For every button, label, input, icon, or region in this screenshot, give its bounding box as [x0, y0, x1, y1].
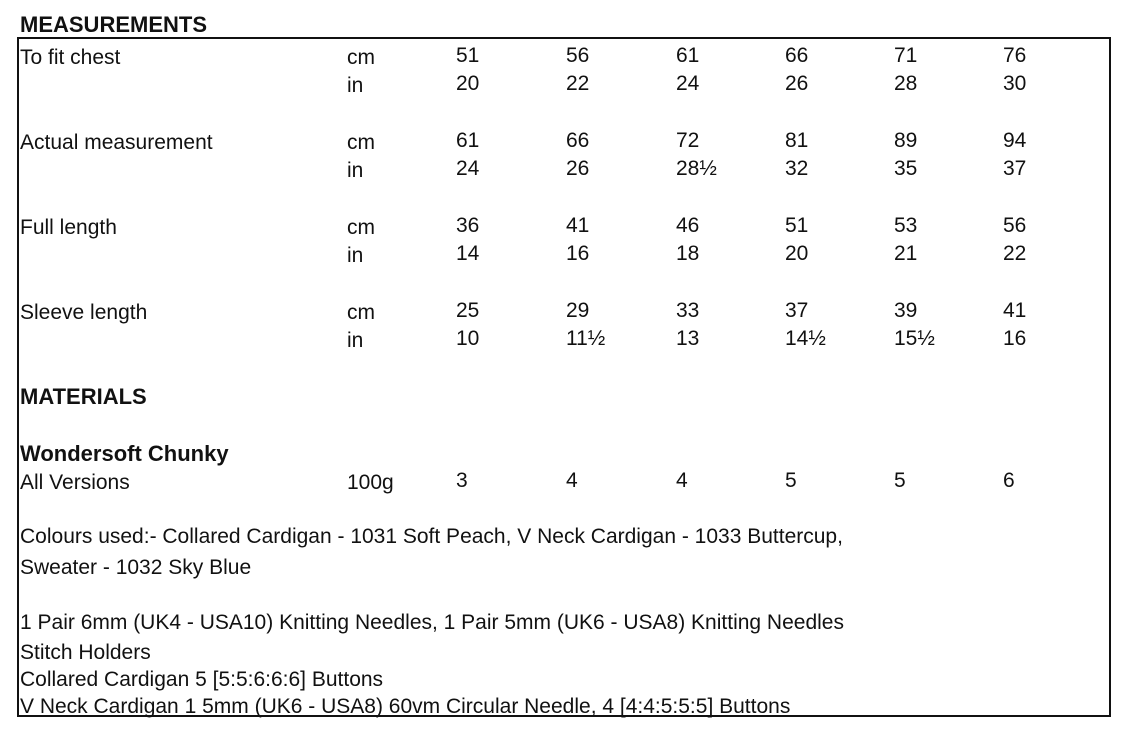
measurement-value: 14	[456, 242, 480, 265]
measurement-value: 15½	[894, 327, 935, 350]
yarn-weight: 100g	[347, 471, 394, 494]
measurement-value: 76	[1003, 44, 1027, 67]
collared-cardigan-line: Collared Cardigan 5 [5:5:6:6:6] Buttons	[20, 668, 384, 691]
measurement-value: 20	[785, 242, 809, 265]
measurement-value: 21	[894, 242, 918, 265]
measurement-value: 51	[456, 44, 480, 67]
measurement-label: Sleeve length	[20, 301, 148, 324]
stitch-holders-line: Stitch Holders	[20, 641, 151, 664]
quantity-1: 3	[456, 469, 468, 492]
measurement-value: 18	[676, 242, 700, 265]
measurement-value: 36	[456, 214, 480, 237]
measurement-value: 28	[894, 72, 918, 95]
measurement-value: 37	[785, 299, 809, 322]
unit-label: in	[347, 329, 364, 352]
measurement-value: 16	[1003, 327, 1027, 350]
measurement-value: 25	[456, 299, 480, 322]
quantity-2: 4	[566, 469, 578, 492]
page-title: MEASUREMENTS	[20, 12, 208, 37]
measurement-value: 24	[676, 72, 700, 95]
measurement-value: 41	[1003, 299, 1027, 322]
yarn-name: Wondersoft Chunky	[20, 441, 229, 466]
measurement-value: 66	[785, 44, 809, 67]
measurement-label: Full length	[20, 216, 117, 239]
unit-label: cm	[347, 131, 375, 154]
measurement-value: 51	[785, 214, 809, 237]
versions-label: All Versions	[20, 471, 130, 494]
measurement-value: 14½	[785, 327, 826, 350]
measurement-value: 56	[1003, 214, 1027, 237]
unit-label: in	[347, 74, 364, 97]
materials-heading: MATERIALS	[20, 384, 147, 409]
unit-label: cm	[347, 46, 375, 69]
measurement-value: 30	[1003, 72, 1027, 95]
measurement-value: 11½	[566, 327, 606, 350]
measurement-value: 26	[566, 157, 590, 180]
quantity-3: 4	[676, 469, 688, 492]
quantity-6: 6	[1003, 469, 1015, 492]
unit-label: cm	[347, 301, 375, 324]
colours-line-2: Sweater - 1032 Sky Blue	[20, 556, 252, 579]
measurement-value: 33	[676, 299, 700, 322]
measurement-value: 41	[566, 214, 590, 237]
needles-line: 1 Pair 6mm (UK4 - USA10) Knitting Needles, 1 Pair 5mm (UK6 - USA8) Knitting Needles	[20, 611, 844, 634]
quantity-4: 5	[785, 469, 797, 492]
measurement-label: Actual measurement	[20, 131, 213, 154]
measurement-value: 81	[785, 129, 809, 152]
measurement-value: 29	[566, 299, 590, 322]
measurement-value: 26	[785, 72, 809, 95]
measurement-value: 94	[1003, 129, 1027, 152]
measurement-value: 37	[1003, 157, 1027, 180]
colours-line-1: Colours used:- Collared Cardigan - 1031 Soft Peach, V Neck Cardigan - 1033 Buttercup,	[20, 525, 843, 548]
measurement-value: 61	[456, 129, 480, 152]
measurement-value: 66	[566, 129, 590, 152]
vneck-cardigan-line: V Neck Cardigan 1 5mm (UK6 - USA8) 60vm Circular Needle, 4 [4:4:5:5:5] Buttons	[20, 695, 791, 718]
measurement-value: 32	[785, 157, 809, 180]
measurement-value: 20	[456, 72, 480, 95]
measurement-value: 53	[894, 214, 918, 237]
measurement-value: 22	[1003, 242, 1027, 265]
measurement-value: 10	[456, 327, 480, 350]
unit-label: in	[347, 159, 364, 182]
measurement-value: 35	[894, 157, 918, 180]
measurement-label: To fit chest	[20, 46, 121, 69]
measurement-value: 28½	[676, 157, 717, 180]
measurement-value: 39	[894, 299, 918, 322]
measurement-value: 16	[566, 242, 590, 265]
measurement-value: 72	[676, 129, 700, 152]
measurement-value: 13	[676, 327, 700, 350]
measurement-value: 24	[456, 157, 480, 180]
measurement-value: 56	[566, 44, 590, 67]
unit-label: in	[347, 244, 364, 267]
measurement-value: 71	[894, 44, 918, 67]
quantity-5: 5	[894, 469, 906, 492]
unit-label: cm	[347, 216, 375, 239]
measurement-value: 22	[566, 72, 590, 95]
measurement-value: 61	[676, 44, 700, 67]
measurement-value: 89	[894, 129, 918, 152]
measurement-value: 46	[676, 214, 700, 237]
